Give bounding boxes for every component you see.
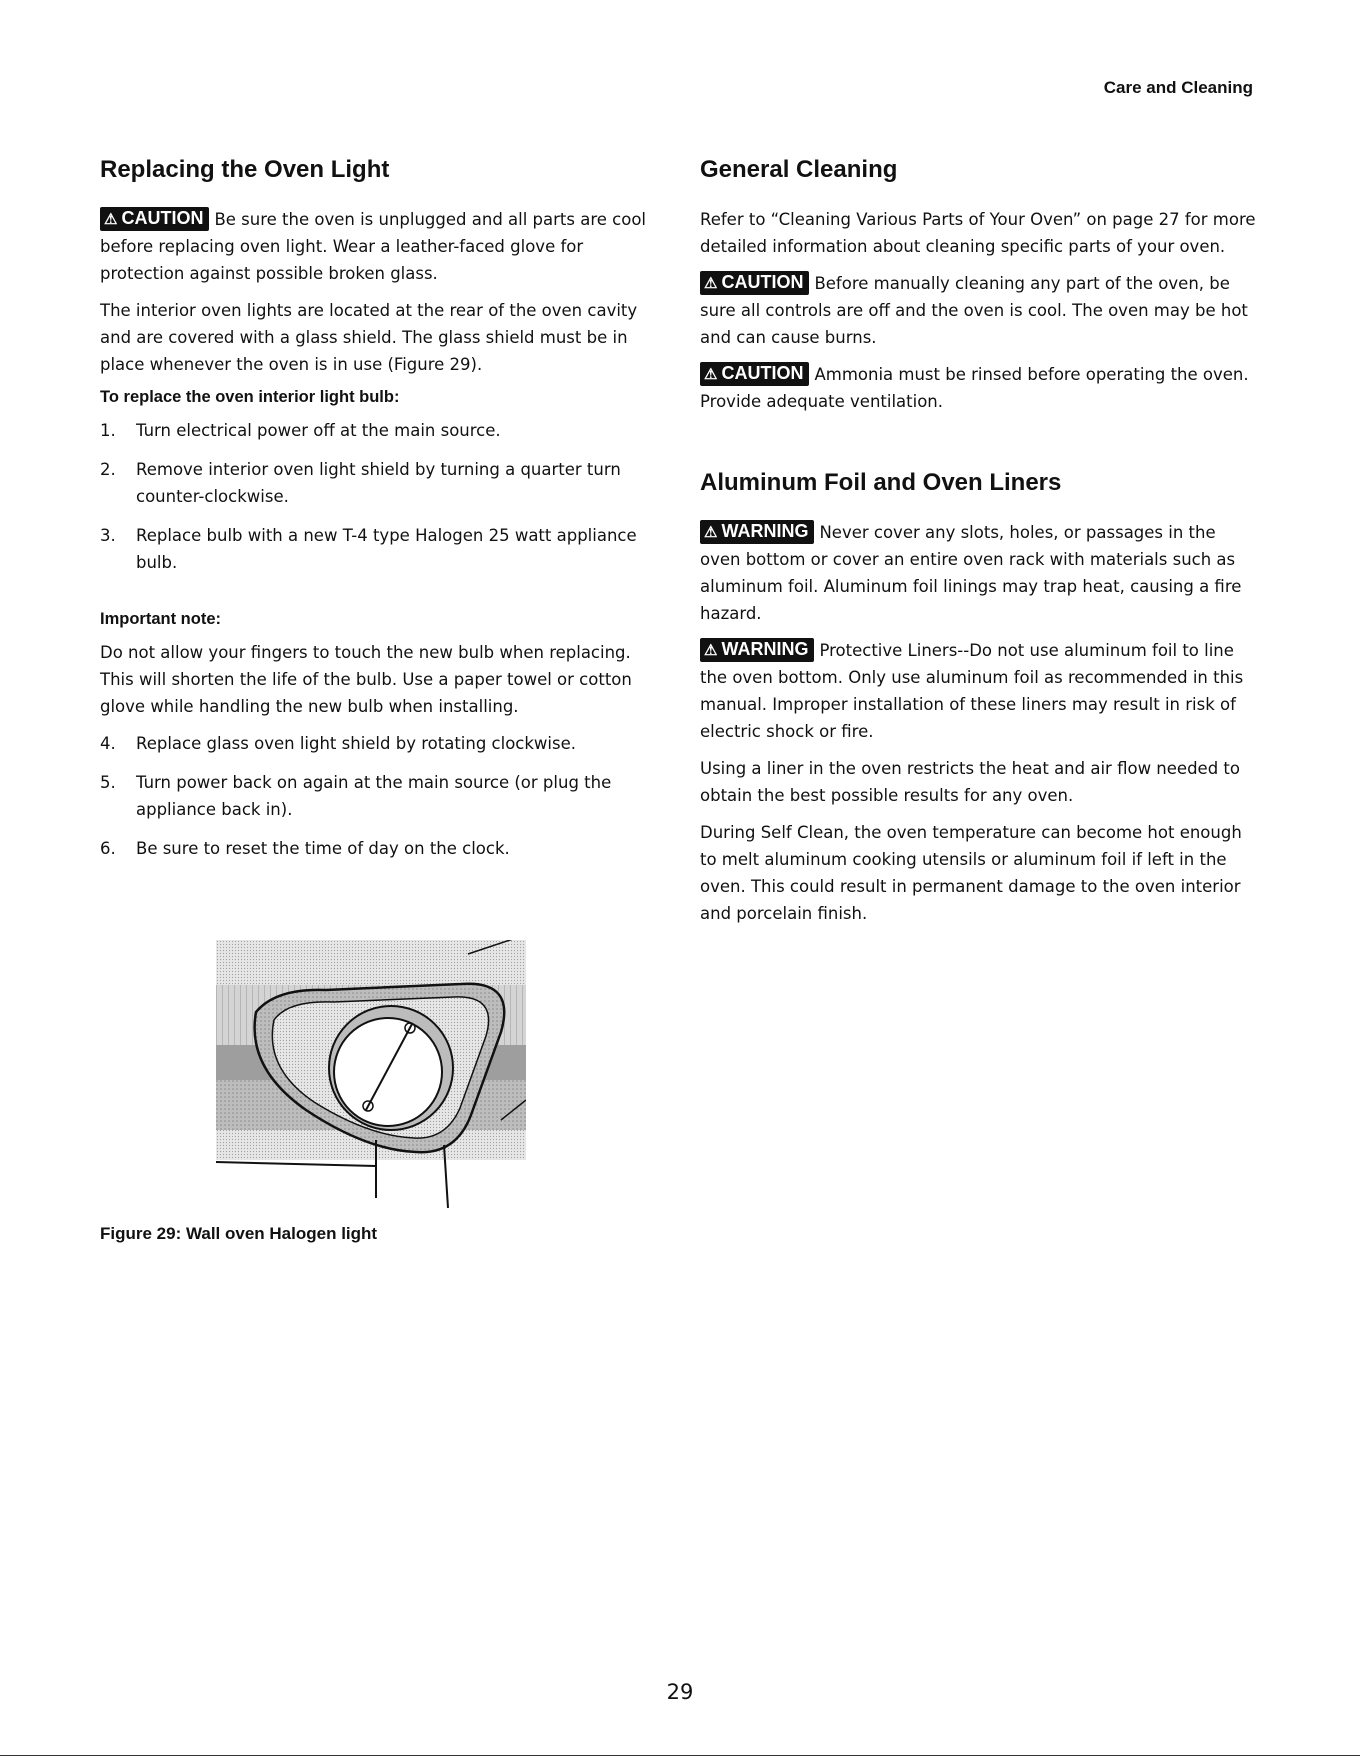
list-item bbox=[100, 835, 660, 862]
important-note-heading: Important note: bbox=[100, 610, 221, 628]
step-text: Turn electrical power off at the main source. bbox=[136, 421, 501, 440]
warning-text: Never cover any slots, holes, or passages in the oven bottom or cover an entire oven rack with materials such as aluminum foil. Aluminum foil linings may trap heat, causing a fire hazard. bbox=[700, 523, 1242, 623]
step-number: 1. bbox=[100, 421, 116, 440]
important-note-text: Do not allow your fingers to touch the new bulb when replacing. This will shorten the life of the bulb. Use a paper towel or cotton glove while handling the new bulb when installing. bbox=[100, 643, 632, 716]
step-text: Replace bulb with a new T-4 type Halogen 25 watt appliance bulb. bbox=[136, 526, 637, 572]
left-column bbox=[100, 150, 660, 1244]
caution-paragraph bbox=[100, 206, 660, 287]
liner-paragraph: Using a liner in the oven restricts the heat and air flow needed to obtain the best possible results for any oven. bbox=[700, 759, 1240, 805]
list-item bbox=[100, 417, 660, 444]
caution-badge bbox=[100, 207, 209, 231]
step-text: Be sure to reset the time of day on the clock. bbox=[136, 839, 510, 858]
step-text: Turn power back on again at the main source (or plug the appliance back in). bbox=[136, 773, 612, 819]
figure-caption: Figure 29: Wall oven Halogen light bbox=[100, 1224, 378, 1243]
halogen-light-figure bbox=[216, 940, 526, 1208]
warning-label: WARNING bbox=[721, 639, 809, 659]
warning-triangle-icon: ⚠ bbox=[704, 275, 718, 292]
warning-label: WARNING bbox=[721, 521, 809, 541]
self-clean-paragraph: During Self Clean, the oven temperature can become hot enough to melt aluminum cooking utensils or aluminum foil if left in the oven. This could result in permanent damage to the oven interior and porcelain finish. bbox=[700, 823, 1242, 923]
caution-badge bbox=[700, 362, 809, 386]
general-cleaning-paragraph: Refer to “Cleaning Various Parts of Your Oven” on page 27 for more detailed information about cleaning specific parts of your oven. bbox=[700, 210, 1256, 256]
list-item bbox=[100, 730, 660, 757]
warning-triangle-icon: ⚠ bbox=[704, 642, 718, 659]
list-item bbox=[100, 456, 660, 510]
warning-badge bbox=[700, 638, 814, 662]
caution-label: CAUTION bbox=[721, 363, 804, 383]
warning-paragraph bbox=[700, 519, 1258, 627]
warning-triangle-icon: ⚠ bbox=[704, 524, 718, 541]
caution-text: Ammonia must be rinsed before operating the oven. Provide adequate ventilation. bbox=[700, 365, 1249, 411]
intro-paragraph: The interior oven lights are located at the rear of the oven cavity and are covered with a glass shield. The glass shield must be in place whenever the oven is in use (Figure 29). bbox=[100, 301, 638, 374]
steps-list-b bbox=[100, 730, 660, 862]
caution-text: Be sure the oven is unplugged and all parts are cool before replacing oven light. Wear a leather-faced glove for protection against possible broken glass. bbox=[100, 210, 647, 283]
running-head: Care and Cleaning bbox=[1103, 78, 1253, 97]
step-number: 5. bbox=[100, 773, 116, 792]
step-number: 4. bbox=[100, 734, 116, 753]
section-heading-foil-liners: Aluminum Foil and Oven Liners bbox=[700, 469, 1062, 496]
section-heading-oven-light: Replacing the Oven Light bbox=[100, 156, 390, 183]
warning-badge bbox=[700, 520, 814, 544]
steps-list-a bbox=[100, 417, 660, 576]
right-column bbox=[700, 150, 1258, 937]
section-heading-general-cleaning: General Cleaning bbox=[700, 156, 898, 183]
halogen-light-illustration bbox=[216, 940, 526, 1208]
caution-paragraph bbox=[700, 361, 1258, 415]
step-text: Remove interior oven light shield by turning a quarter turn counter-clockwise. bbox=[136, 460, 621, 506]
caution-label: CAUTION bbox=[721, 272, 804, 292]
steps-subheading: To replace the oven interior light bulb: bbox=[100, 388, 400, 406]
footer-rule bbox=[0, 1755, 1360, 1756]
caution-text: Before manually cleaning any part of the oven, be sure all controls are off and the oven is cool. The oven may be hot and can cause burns. bbox=[700, 274, 1248, 347]
warning-triangle-icon: ⚠ bbox=[104, 211, 118, 228]
list-item bbox=[100, 522, 660, 576]
warning-paragraph bbox=[700, 637, 1258, 745]
step-number: 2. bbox=[100, 460, 116, 479]
list-item bbox=[100, 769, 660, 823]
page-number: 29 bbox=[666, 1680, 694, 1704]
warning-text: Protective Liners--Do not use aluminum foil to line the oven bottom. Only use aluminum foil as recommended in this manual. Improper installation of these liners may result in risk of electric shock or fire. bbox=[700, 641, 1244, 741]
caution-badge bbox=[700, 271, 809, 295]
caution-label: CAUTION bbox=[121, 208, 204, 228]
step-text: Replace glass oven light shield by rotating clockwise. bbox=[136, 734, 576, 753]
caution-paragraph bbox=[700, 270, 1258, 351]
step-number: 6. bbox=[100, 839, 116, 858]
step-number: 3. bbox=[100, 526, 116, 545]
warning-triangle-icon: ⚠ bbox=[704, 366, 718, 383]
